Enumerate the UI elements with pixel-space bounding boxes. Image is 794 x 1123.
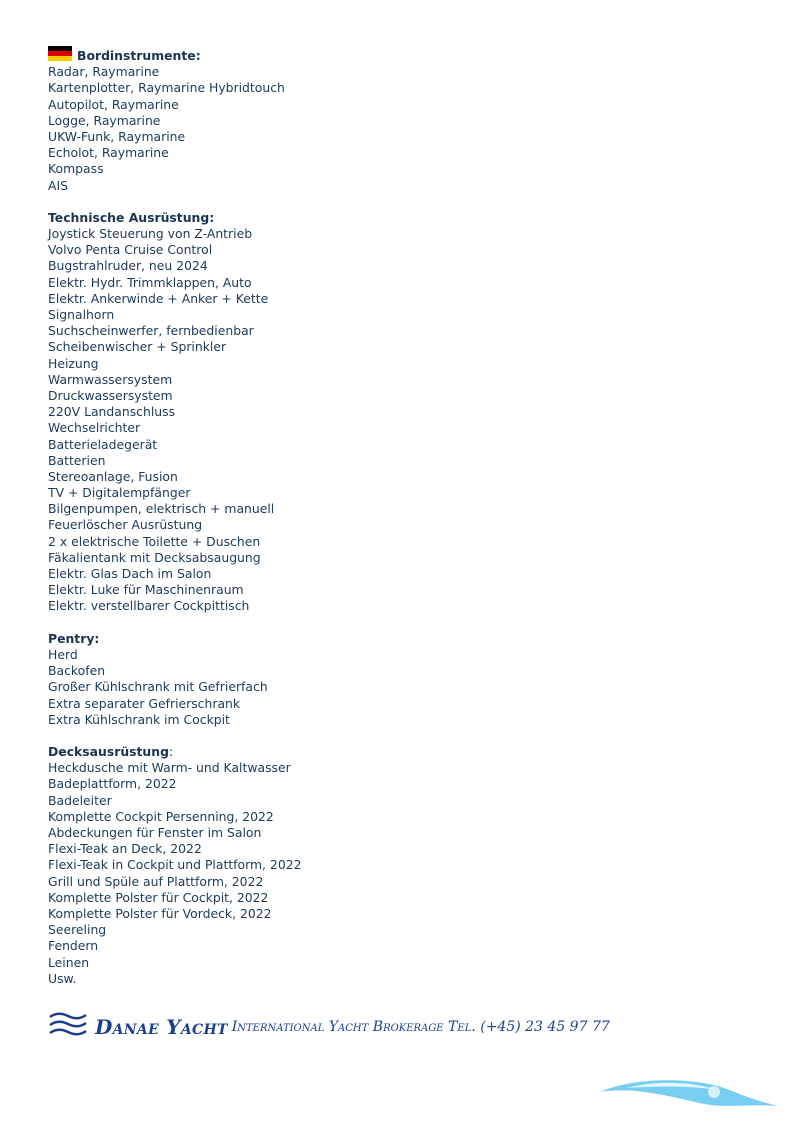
waves-logo-icon <box>48 1010 88 1038</box>
list-item: Elektr. Luke für Maschinenraum <box>48 582 244 598</box>
section-heading-row <box>48 210 748 226</box>
list-item: Elektr. Ankerwinde + Anker + Kette <box>48 290 269 306</box>
list-item: Flexi-Teak an Deck, 2022 <box>48 841 202 857</box>
list-item: Elektr. Glas Dach im Salon <box>48 566 212 581</box>
brand-tagline: International Yacht Brokerage Tel. (+45) 23 45 97 77 <box>231 1019 610 1035</box>
list-item: Kartenplotter, Raymarine Hybridtouch <box>48 80 285 96</box>
list-item: Warmwassersystem <box>48 371 173 387</box>
list-item: Signalhorn <box>48 307 115 322</box>
list-item: Grill und Spüle auf Plattform, 2022 <box>48 873 264 889</box>
list-item: Autopilot, Raymarine <box>48 96 179 112</box>
list-item: Kompass <box>48 161 104 177</box>
section-1 <box>48 210 748 615</box>
list-item: Herd <box>48 646 78 662</box>
list-item: Extra separater Gefrierschrank <box>48 695 241 711</box>
section-3 <box>48 744 748 987</box>
list-item: Extra Kühlschrank im Cockpit <box>48 711 230 727</box>
blue-swoosh-icon <box>596 1074 780 1114</box>
list-item: AIS <box>48 177 68 193</box>
list-item: Komplette Polster für Vordeck, 2022 <box>48 905 272 921</box>
german-flag-icon <box>48 46 72 61</box>
list-item: Bilgenpumpen, elektrisch + manuell <box>48 501 275 517</box>
list-item: Backofen <box>48 663 106 679</box>
section-heading-suffix: : <box>168 744 174 760</box>
list-item: Badeleiter <box>48 792 112 808</box>
list-item: 2 x elektrische Toilette + Duschen <box>48 533 261 549</box>
list-item: Elektr. Hydr. Trimmklappen, Auto <box>48 274 252 290</box>
section-heading: Decksausrüstung <box>48 744 169 760</box>
section-2 <box>48 631 748 728</box>
list-item: Komplette Cockpit Persenning, 2022 <box>48 808 274 824</box>
list-item: Joystick Steuerung von Z-Antrieb <box>48 226 253 242</box>
equipment-list <box>48 48 748 987</box>
list-item: Heckdusche mit Warm- und Kaltwasser <box>48 760 291 776</box>
list-item: Seereling <box>48 922 107 938</box>
list-item: Badeplattform, 2022 <box>48 776 177 792</box>
list-item: Stereoanlage, Fusion <box>48 468 178 484</box>
list-item: Fäkalientank mit Decksabsaugung <box>48 549 261 565</box>
list-item: 220V Landanschluss <box>48 404 176 420</box>
list-item: Druckwassersystem <box>48 387 173 403</box>
list-item: Batterieladegerät <box>48 436 158 452</box>
list-item: Bugstrahlruder, neu 2024 <box>48 258 208 274</box>
section-heading: Technische Ausrüstung: <box>48 209 215 225</box>
list-item: TV + Digitalempfänger <box>48 485 191 501</box>
section-heading-row <box>48 744 748 760</box>
list-item: Logge, Raymarine <box>48 112 161 128</box>
list-item: Echolot, Raymarine <box>48 145 169 161</box>
list-item: Batterien <box>48 452 106 468</box>
list-item: Abdeckungen für Fenster im Salon <box>48 825 262 840</box>
section-0 <box>48 48 748 194</box>
list-item: Volvo Penta Cruise Control <box>48 242 213 258</box>
list-item: Scheibenwischer + Sprinkler <box>48 339 227 355</box>
section-heading-row <box>48 631 748 647</box>
list-item: Leinen <box>48 954 90 970</box>
list-item: Komplette Polster für Cockpit, 2022 <box>48 889 269 905</box>
list-item: UKW-Funk, Raymarine <box>48 128 186 144</box>
section-heading: Pentry: <box>48 630 100 646</box>
list-item: Elektr. verstellbarer Cockpittisch <box>48 598 250 614</box>
section-heading: Bordinstrumente: <box>77 48 201 63</box>
list-item: Großer Kühlschrank mit Gefrierfach <box>48 679 268 695</box>
list-item: Feuerlöscher Ausrüstung <box>48 517 203 533</box>
list-item: Suchscheinwerfer, fernbedienbar <box>48 323 254 339</box>
footer <box>48 1006 610 1038</box>
list-item: Radar, Raymarine <box>48 64 160 80</box>
section-heading-row <box>48 48 748 64</box>
list-item: Flexi-Teak in Cockpit und Plattform, 2022 <box>48 857 302 873</box>
brand-name: Danae Yacht <box>95 1015 228 1039</box>
list-item: Wechselrichter <box>48 420 141 436</box>
list-item: Usw. <box>48 970 77 986</box>
list-item: Heizung <box>48 355 99 371</box>
list-item: Fendern <box>48 938 99 954</box>
